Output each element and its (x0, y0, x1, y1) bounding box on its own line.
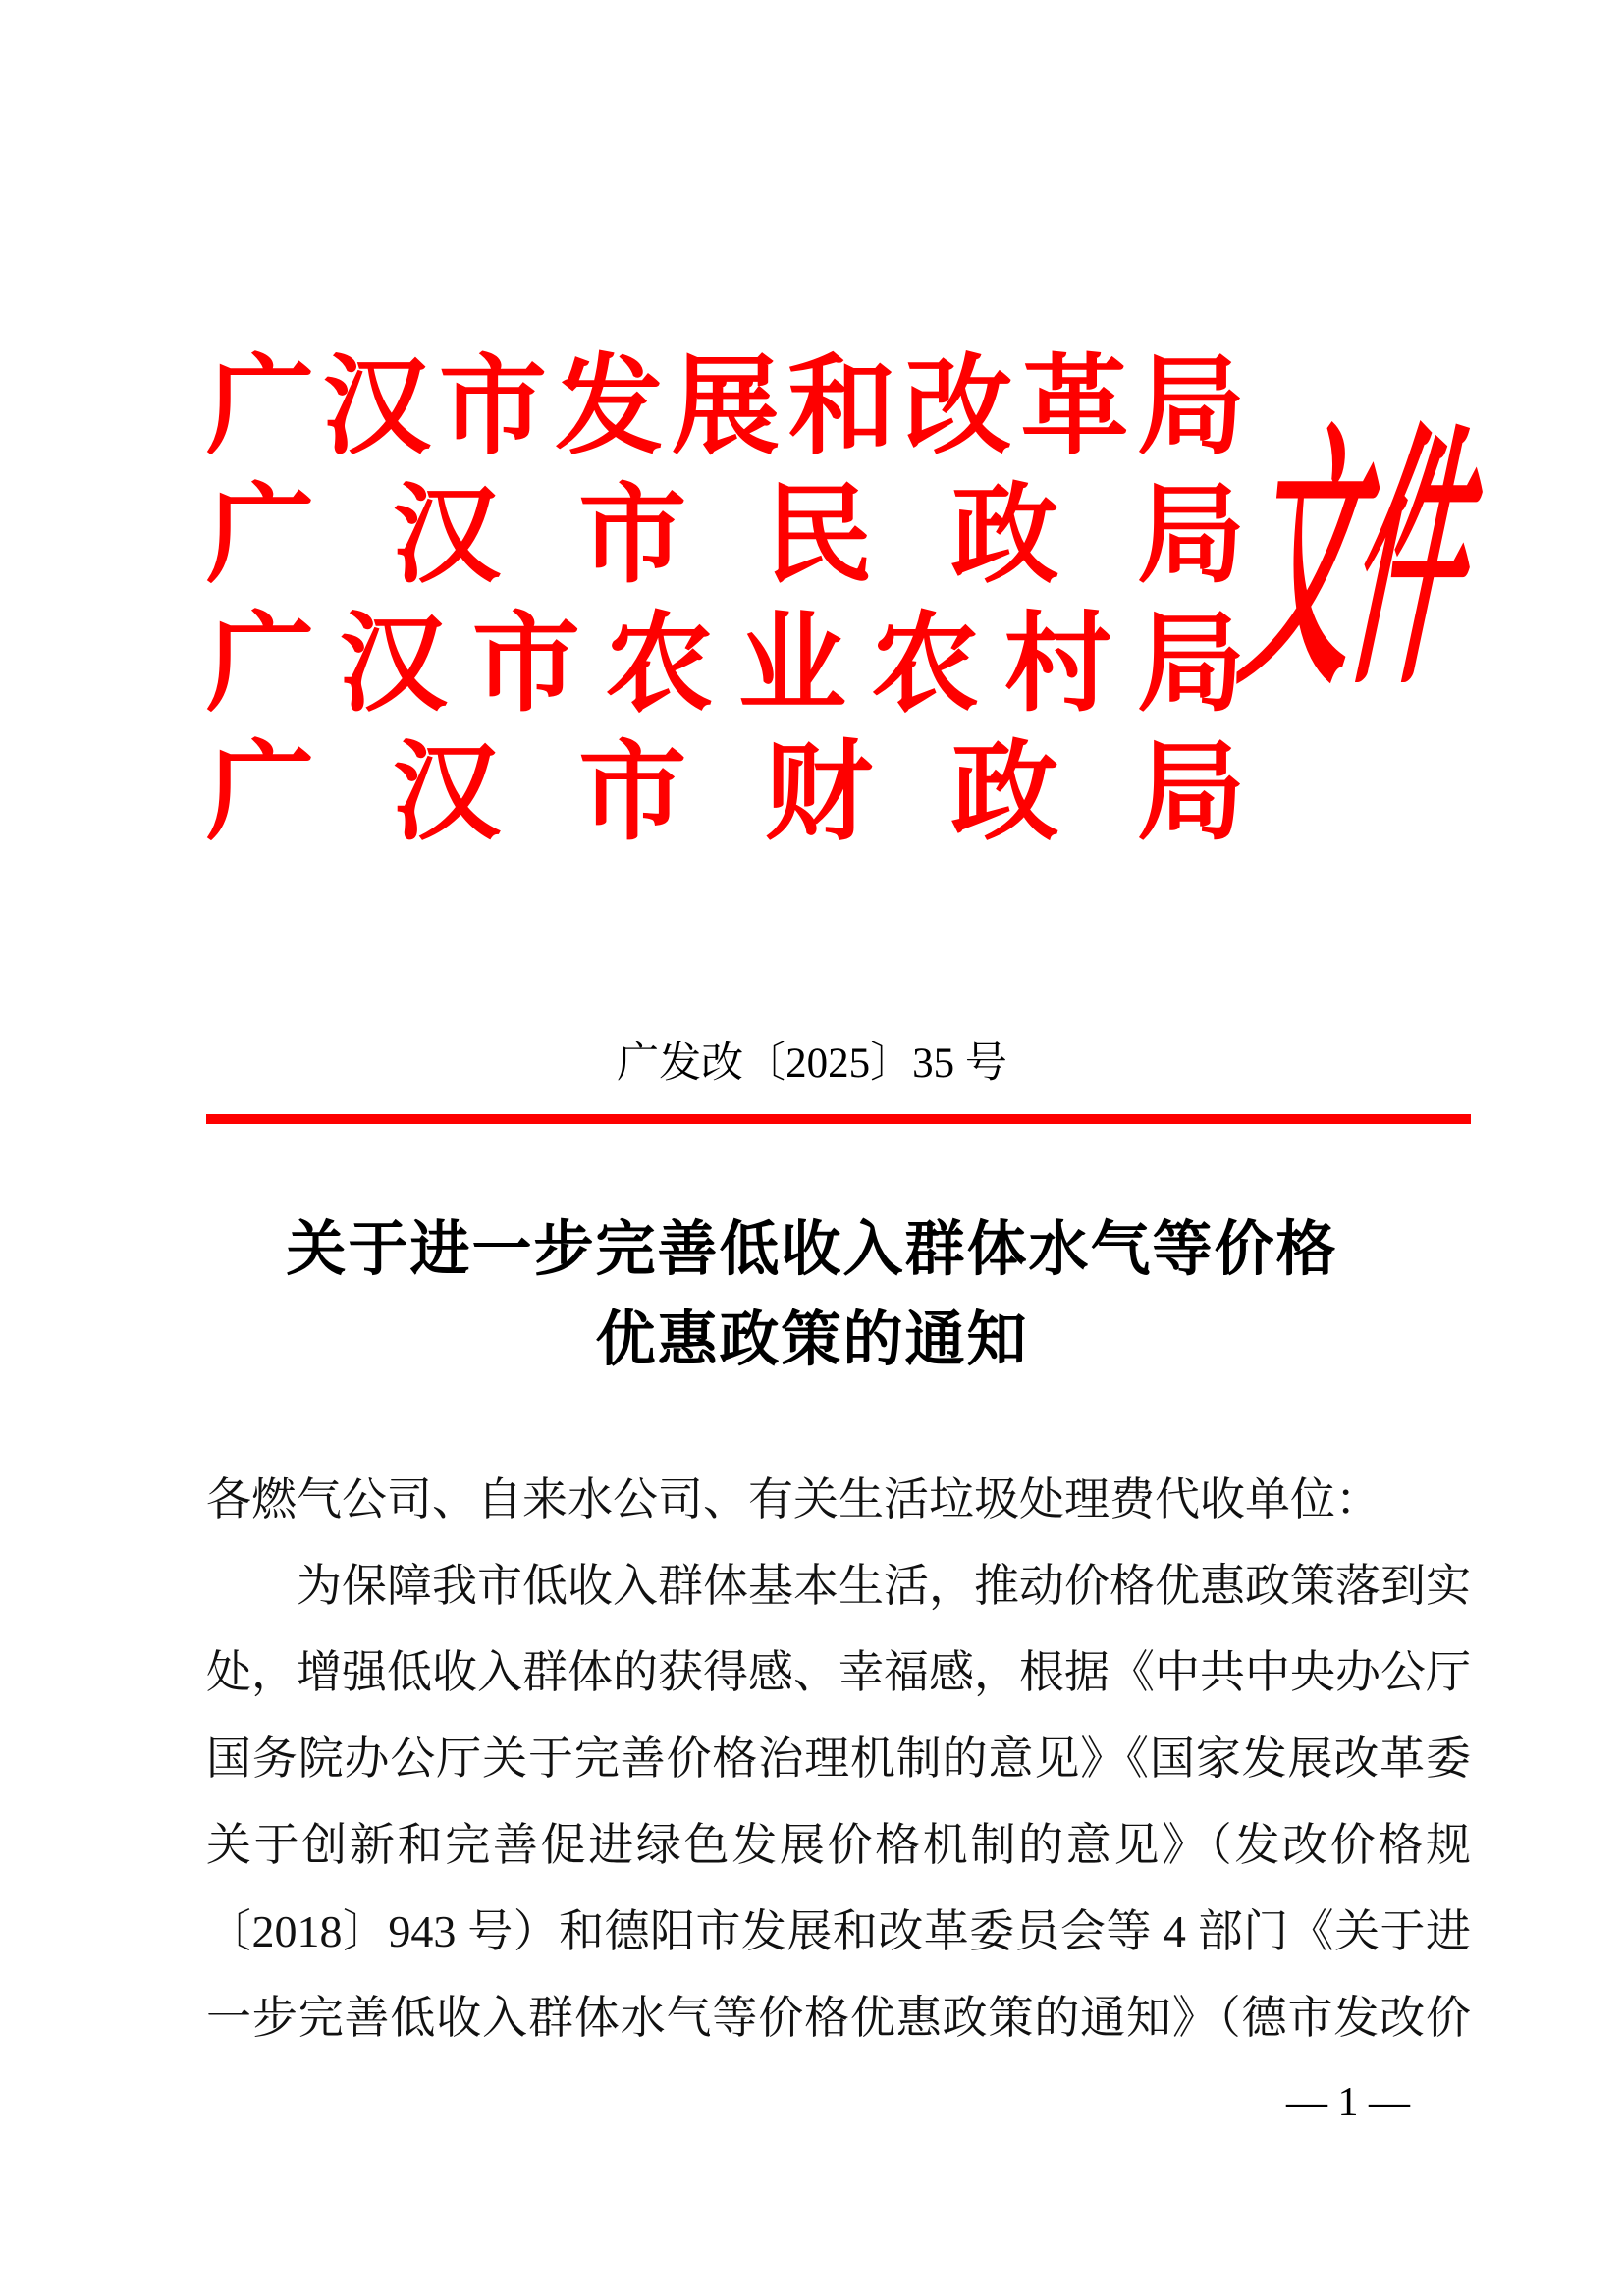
document-mark-text: 文件 (1224, 411, 1501, 718)
document-body (206, 1457, 1471, 2061)
document-number: 广发改〔2025〕35 号 (617, 1041, 1007, 1087)
body-line: 一步完善低收入群体水气等价格优惠政策的通知》（德市发改价 (206, 1993, 1471, 2043)
agency-line-3: 广汉市农业农村局 (206, 605, 1245, 724)
body-line: 〔2018〕943 号）和德阳市发展和改革委员会等 4 部门《关于进 (206, 1906, 1471, 1956)
body-line: 关于创新和完善促进绿色发展价格机制的意见》（发改价格规 (206, 1820, 1471, 1870)
agency-line-1: 广汉市发展和改革局 (206, 347, 1245, 467)
red-divider-line (206, 1114, 1471, 1124)
body-line: 为保障我市低收入群体基本生活，推动价格优惠政策落到实 (297, 1561, 1471, 1611)
page-number: — 1 — (1286, 2080, 1410, 2125)
title-line-2: 优惠政策的通知 (595, 1308, 1029, 1373)
agency-names (206, 344, 1245, 858)
body-line: 处，增强低收入群体的获得感、幸福感，根据《中共中央办公厅 (206, 1647, 1471, 1697)
agency-line-2: 广汉市民政局 (206, 476, 1245, 596)
salutation-line: 各燃气公司、自来水公司、有关生活垃圾处理费代收单位： (206, 1474, 1380, 1524)
body-line: 国务院办公厅关于完善价格治理机制的意见》《国家发展改革委 (206, 1734, 1471, 1784)
title-line-1: 关于进一步完善低收入群体水气等价格 (286, 1217, 1338, 1283)
document-title (0, 1205, 1624, 1386)
agency-line-4: 广汉市财政局 (206, 733, 1245, 853)
document-mark (1224, 411, 1501, 718)
